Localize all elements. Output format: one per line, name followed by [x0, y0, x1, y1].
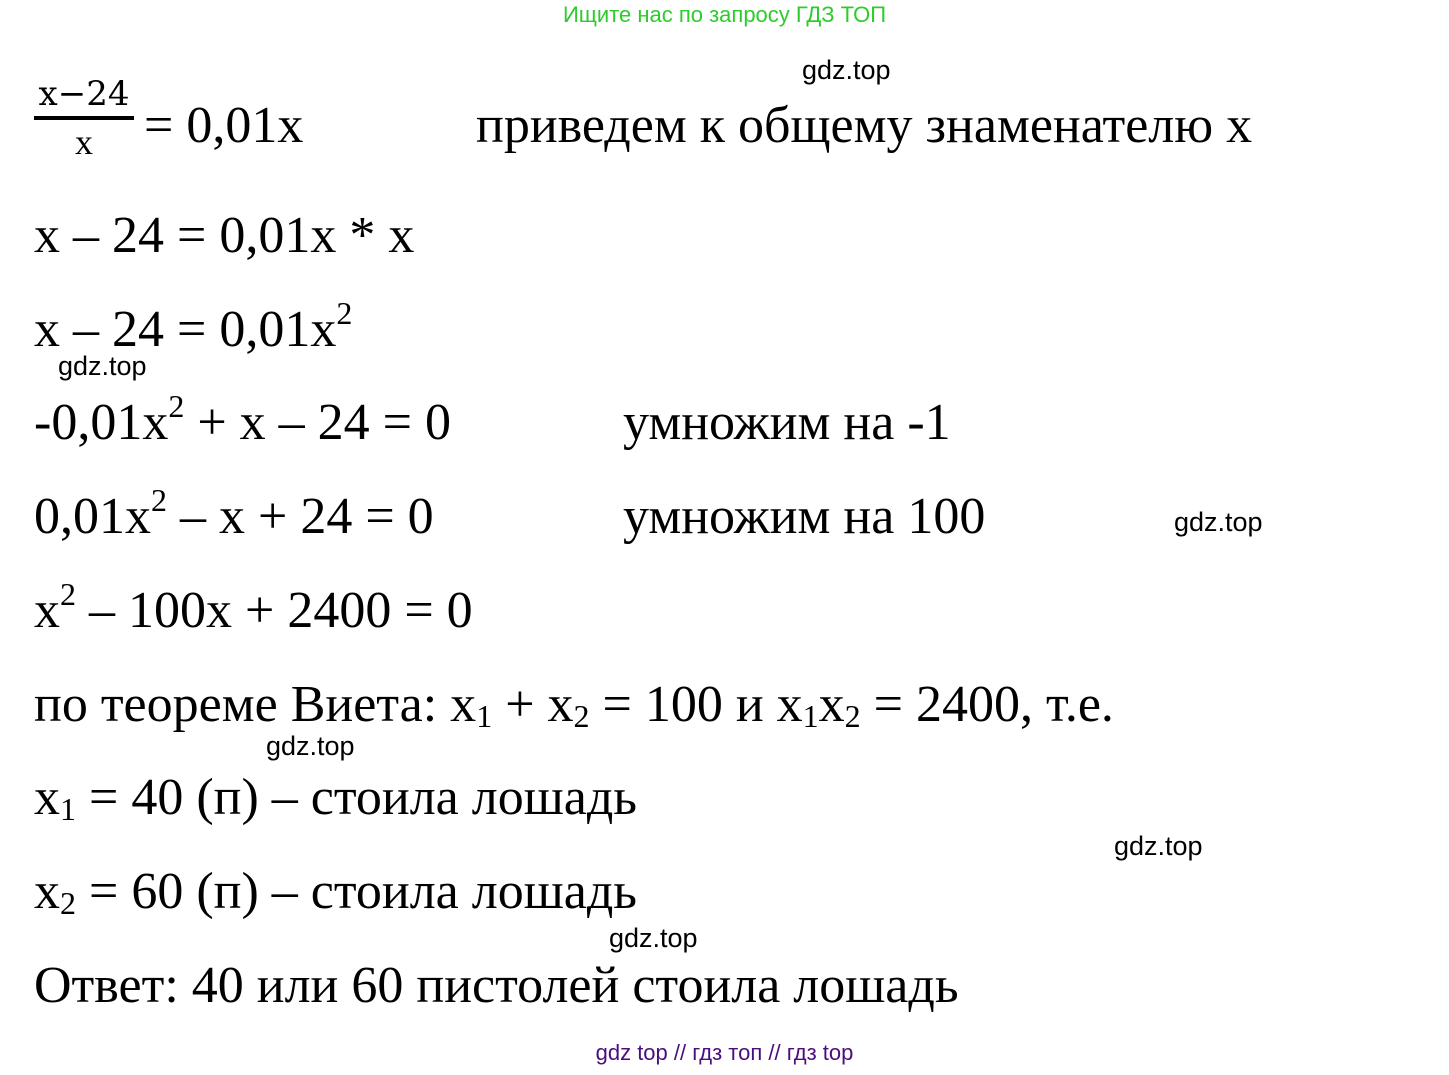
- root-x2: $x_2 = 60$ (п) – стоила лошадь: [34, 863, 638, 921]
- vieta-line: по теореме Виета: $x_1 + x_2 = 100$ и $x_1x_2 = 2400$, т.е.: [34, 676, 1114, 734]
- comment-multiply-100: умножим на 100: [623, 488, 986, 545]
- fraction: [34, 74, 134, 160]
- comment-common-denominator: приведем к общему знаменателю x: [476, 97, 1253, 154]
- equation-line-2: x – 24 = 0,01x * x: [34, 207, 415, 264]
- comment-multiply-neg1: умножим на -1: [623, 394, 951, 451]
- watermark: gdz.top: [1174, 507, 1263, 537]
- fraction-numerator: x−24: [38, 74, 130, 114]
- fraction-denominator: x: [75, 122, 93, 162]
- equation-line-6: $x^2 - 100x + 2400 = 0$: [34, 576, 473, 639]
- equation-rhs: = 0,01x: [144, 97, 304, 154]
- header-note: Ищите нас по запросу ГДЗ ТОП: [562, 2, 887, 27]
- watermark: gdz.top: [266, 731, 355, 761]
- watermark: gdz.top: [58, 351, 147, 381]
- watermark: gdz.top: [1114, 831, 1203, 861]
- equation-line-3: $x - 24 = 0,01x^2$: [34, 295, 353, 358]
- equation-line-5: $0,01x^2 - x + 24 = 0$: [34, 482, 434, 545]
- fraction-bar: [34, 116, 134, 120]
- root-x1: $x_1 = 40$ (п) – стоила лошадь: [34, 769, 638, 827]
- watermark: gdz.top: [609, 923, 698, 953]
- footer-links: gdz top // гдз топ // гдз top: [595, 1040, 854, 1065]
- answer: Ответ: 40 или 60 пистолей стоила лошадь: [34, 957, 959, 1014]
- watermark: gdz.top: [802, 55, 891, 85]
- equation-line-4: $-0,01x^2 + x - 24 = 0$: [34, 388, 451, 451]
